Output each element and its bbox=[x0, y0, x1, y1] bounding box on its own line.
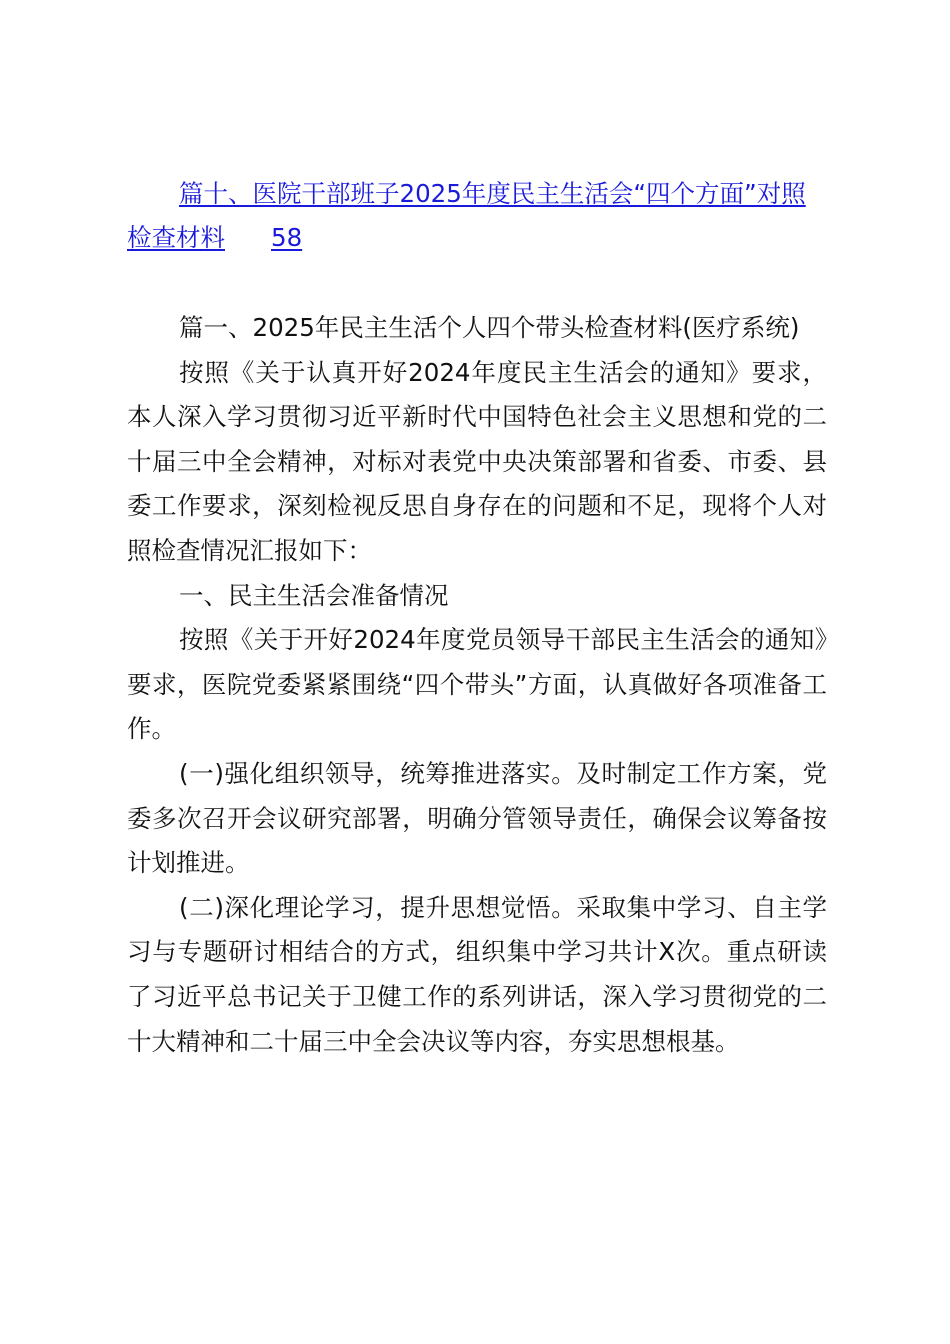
paragraph-theory-study: (二)深化理论学习，提升思想觉悟。采取集中学习、自主学习与专题研讨相结合的方式，组织集中学习共计X次。重点研读了习近平总书记关于卫健工作的系列讲话，深入学习贯彻党的二十大精神和二十届三中全会决议等内容，夯实思想根基。 bbox=[127, 892, 827, 1056]
toc-entry-page-number: 58 bbox=[271, 223, 303, 252]
paragraph-intro: 按照《关于认真开好2024年度民主生活会的通知》要求，本人深入学习贯彻习近平新时代中国特色社会主义思想和党的二十届三中全会精神，对标对表党中央决策部署和省委、市委、县委工作要求，深刻检视反思自身存在的问题和不足，现将个人对照检查情况汇报如下： bbox=[127, 357, 827, 565]
paragraph-organization: (一)强化组织领导，统筹推进落实。及时制定工作方案，党委多次召开会议研究部署，明确分管领导责任，确保会议筹备按计划推进。 bbox=[127, 758, 827, 878]
toc-entry-link[interactable] bbox=[127, 172, 827, 260]
section-heading-preparation: 一、民主生活会准备情况 bbox=[179, 580, 449, 610]
paragraph-notice: 按照《关于开好2024年度党员领导干部民主生活会的通知》要求，医院党委紧紧围绕“四个带头”方面，认真做好各项准备工作。 bbox=[127, 625, 827, 744]
article-title: 篇一、2025年民主生活个人四个带头检查材料(医疗系统) bbox=[179, 313, 800, 342]
article-body bbox=[127, 306, 827, 1064]
toc-entry-title: 篇十、医院干部班子2025年度民主生活会“四个方面”对照检查材料 bbox=[127, 179, 806, 252]
